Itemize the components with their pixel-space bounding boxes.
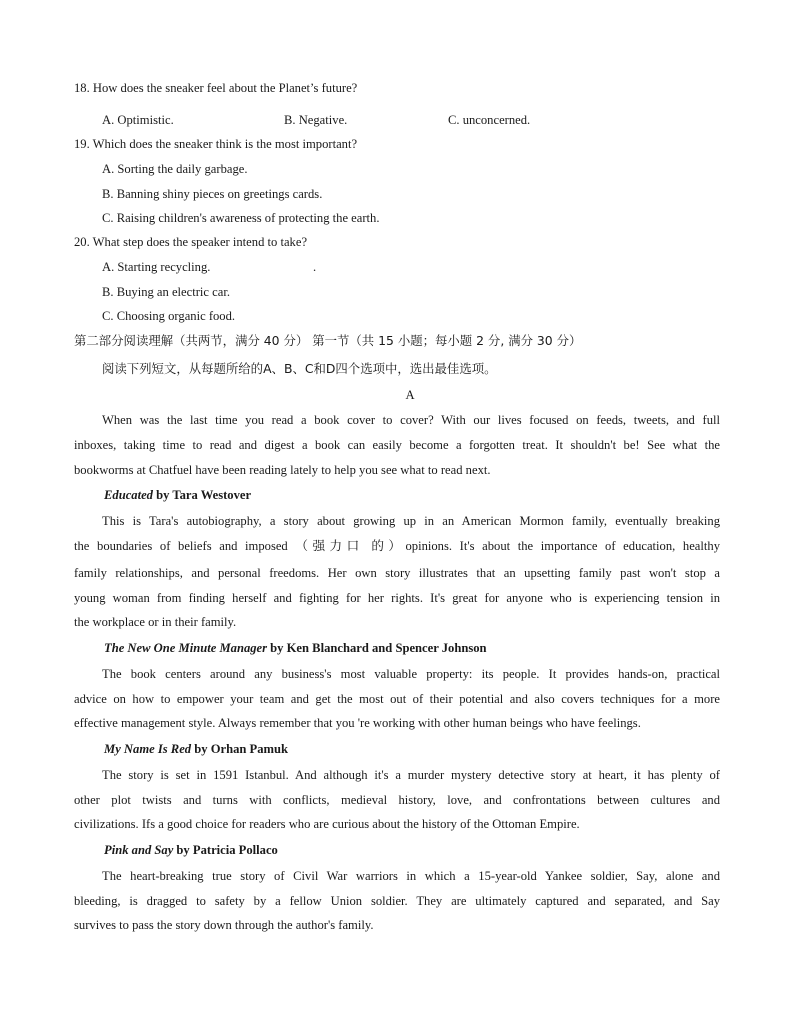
question-18-option-c: C. unconcerned.: [448, 113, 531, 127]
question-19-stem: 19. Which does the sneaker think is the most important?: [74, 137, 358, 151]
question-20-stray-dot: .: [313, 260, 317, 274]
book-1-line-5: the workplace or in their family.: [74, 615, 237, 629]
book-title: The New One Minute Manager: [104, 641, 268, 655]
question-18-stem: 18. How does the sneaker feel about the Planet’s future?: [74, 81, 358, 95]
question-20-option-b: B. Buying an electric car.: [102, 285, 230, 299]
intro-line-2: inboxes, taking time to read and digest a book can easily become a forgotten treat. It shouldn't be! See what the: [74, 438, 720, 452]
section-instruction: 阅读下列短文，从每题所给的A、B、C和D四个选项中，选出最佳选项。: [102, 361, 497, 376]
book-1-line-1: This is Tara's autobiography, a story about growing up in an American Mormon family, eventually breaking: [102, 514, 720, 528]
book-3-line-3: civilizations. Ifs a good choice for readers who are curious about the history of the Ottoman Empire.: [74, 817, 580, 831]
book-heading-one-minute-manager: [104, 640, 487, 656]
book-3-line-2: other plot twists and turns with conflicts, medieval history, love, and confrontations between cultures and: [74, 793, 720, 807]
book-heading-pink-and-say: [104, 842, 278, 858]
question-19-option-b: B. Banning shiny pieces on greetings cards.: [102, 187, 323, 201]
book-2-line-3: effective management style. Always remember that you 're working with other human beings who have feelings.: [74, 716, 641, 730]
book-title: My Name Is Red: [104, 742, 192, 756]
book-author: by Orhan Pamuk: [191, 742, 289, 756]
question-20-option-a: A. Starting recycling.: [102, 260, 211, 274]
book-4-line-3: survives to pass the story down through the author's family.: [74, 918, 374, 932]
book-author: by Tara Westover: [152, 488, 252, 502]
intro-line-1: When was the last time you read a book cover to cover? With our lives focused on feeds, tweets, and full: [102, 413, 720, 427]
book-1-line-2: the boundaries of beliefs and imposed （强力口 的）opinions. It's about the importance of education, healthy: [74, 539, 720, 553]
book-author: by Ken Blanchard and Spencer Johnson: [267, 641, 487, 655]
question-20-stem: 20. What step does the speaker intend to take?: [74, 235, 308, 249]
book-4-line-2: bleeding, is dragged to safety by a fellow Union soldier. They are ultimately captured and separated, and Say: [74, 894, 720, 908]
book-2-line-2: advice on how to empower your team and get the most out of their potential and also covers techniques for a more: [74, 692, 720, 706]
section-heading: 第二部分阅读理解（共两节，满分 40 分） 第一节（共 15 小题；每小题 2 分, 满分 30 分）: [74, 333, 582, 348]
book-heading-my-name-is-red: [104, 741, 288, 757]
question-18-option-a: A. Optimistic.: [102, 113, 174, 127]
question-20-option-c: C. Choosing organic food.: [102, 309, 236, 323]
intro-line-3: bookworms at Chatfuel have been reading lately to help you see what to read next.: [74, 463, 491, 477]
book-title: Educated: [104, 488, 153, 502]
book-title: Pink and Say: [104, 843, 174, 857]
book-2-line-1: The book centers around any business's most valuable property: its people. It provides hands-on, practical: [102, 667, 720, 681]
book-author: by Patricia Pollaco: [173, 843, 278, 857]
book-heading-educated: [104, 487, 251, 503]
question-18-option-b: B. Negative.: [284, 113, 348, 127]
question-19-option-a: A. Sorting the daily garbage.: [102, 162, 248, 176]
book-1-line-3: family relationships, and personal freedoms. Her own story illustrates that an upsetting family past won't stop a: [74, 566, 720, 580]
book-4-line-1: The heart-breaking true story of Civil War warriors in which a 15-year-old Yankee soldier, Say, alone and: [102, 869, 720, 883]
book-3-line-1: The story is set in 1591 Istanbul. And although it's a murder mystery detective story at heart, it has plenty of: [102, 768, 720, 782]
question-19-option-c: C. Raising children's awareness of protecting the earth.: [102, 211, 380, 225]
passage-label: A: [405, 388, 415, 402]
book-1-line-4: young woman from finding herself and fighting for her rights. It's great for anyone who is experiencing tension in: [74, 591, 720, 605]
